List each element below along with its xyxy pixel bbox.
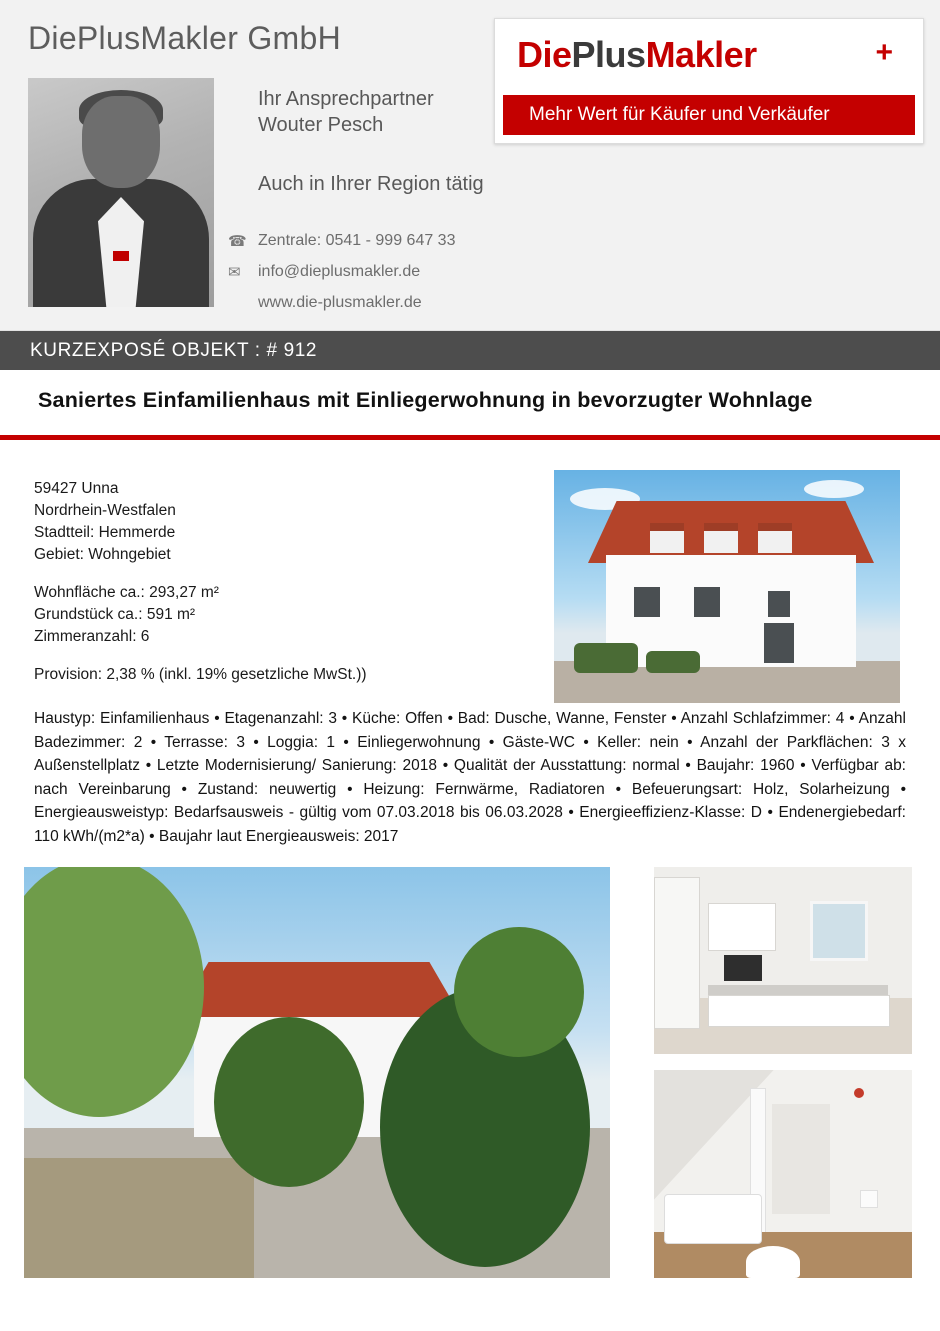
hero-dormer	[758, 523, 792, 553]
address-area: Gebiet: Wohngebiet	[34, 546, 171, 563]
company-name: DiePlusMakler GmbH	[28, 20, 342, 56]
contact-website[interactable]: www.die-plusmakler.de	[258, 294, 422, 311]
agent-photo-tie	[113, 251, 129, 261]
brand-part-makler: Makler	[645, 34, 757, 75]
exterior-lawn	[24, 1158, 254, 1278]
address-zip-city: 59427 Unna	[34, 480, 119, 497]
listing-title-block	[0, 370, 940, 423]
exterior-tree-middle	[214, 1017, 364, 1187]
kitchen-window	[810, 901, 868, 961]
kitchen-counter	[708, 985, 888, 995]
mail-icon: ✉	[228, 264, 241, 281]
bath-sink	[746, 1246, 800, 1278]
property-description: Haustyp: Einfamilienhaus • Etagenanzahl: 3 • Küche: Offen • Bad: Dusche, Wanne, Fenster • Anzahl Schlafzimmer: 4 • Anzahl Badezimmer: 2 • Terrasse: 3 • Loggia: 1 • Einliegerwohnung • Gäste-WC • Keller: nein • Anzahl der Parkflächen: 3 x Außenstellplatz • Letzte Modernisierung/ Sanierung: 2018 • Qualität der Ausstattung: normal • Baujahr: 1960 • Verfügbar ab: nach Vereinbarung • Zustand: neuwertig • Heizung: Fernwärme, Radiatoren • Befeuerungsart: Holz, Solarheizung • Energieausweistyp: Bedarfsausweis - gültig vom 07.03.2018 bis 06.03.2028 • Energieeffizienz-Klasse: D • Endenergiebedarf: 110 kWh/(m2*a) • Baujahr laut Energieausweis: 2017	[34, 710, 906, 845]
exterior-tree-right	[454, 927, 584, 1057]
metric-rooms: Zimmeranzahl: 6	[34, 628, 150, 645]
contact-phone-row	[228, 228, 455, 254]
facts-spacer-1	[34, 566, 367, 582]
hero-cloud	[804, 480, 864, 498]
bath-alarm-icon	[854, 1088, 864, 1098]
contact-details	[228, 228, 455, 321]
phone-icon: ☎	[228, 233, 247, 250]
hero-window	[768, 591, 790, 617]
bath-tub	[664, 1194, 762, 1244]
kitchen-lower-cabinet	[708, 995, 890, 1027]
agent-name: Wouter Pesch	[258, 114, 384, 136]
contact-person	[258, 86, 434, 138]
hero-window	[634, 587, 660, 617]
brand-logo	[494, 18, 924, 144]
contact-intro: Ihr Ansprechpartner	[258, 88, 434, 110]
contact-website-row[interactable]	[228, 290, 455, 316]
brand-tagline: Mehr Wert für Käufer und Verkäufer	[503, 95, 915, 135]
page-header	[0, 0, 940, 331]
address-state: Nordrhein-Westfalen	[34, 502, 176, 519]
brand-logo-title	[503, 26, 915, 76]
exterior-roof	[174, 962, 464, 1022]
contact-email-row[interactable]	[228, 259, 455, 285]
facts-list	[34, 478, 367, 686]
facts-spacer-2	[34, 648, 367, 664]
bath-shower	[772, 1104, 830, 1214]
contact-phone: Zentrale: 0541 - 999 647 33	[258, 232, 456, 249]
region-note: Auch in Ihrer Region tätig	[258, 173, 484, 195]
gallery-photo-bathroom	[654, 1070, 912, 1278]
metric-plot: Grundstück ca.: 591 m²	[34, 606, 196, 623]
bath-outlet	[860, 1190, 878, 1208]
facts-section	[0, 440, 940, 685]
page-title: Saniertes Einfamilienhaus mit Einliegerwohnung in bevorzugter Wohnlage	[38, 388, 813, 412]
brand-part-plus: Plus	[571, 34, 646, 75]
kitchen-oven	[724, 955, 762, 981]
brand-plus-icon: +	[875, 36, 893, 69]
kitchen-upper-cabinet	[708, 903, 776, 951]
gallery-photo-kitchen	[654, 867, 912, 1054]
brand-part-die: Die	[517, 34, 572, 75]
hero-window	[694, 587, 720, 617]
photo-gallery	[0, 867, 940, 1287]
contact-email[interactable]: info@dieplusmakler.de	[258, 263, 421, 280]
hero-hedge	[574, 643, 638, 673]
gallery-photo-exterior	[24, 867, 610, 1278]
hero-dormer	[704, 523, 738, 553]
agent-photo	[28, 78, 214, 307]
hero-dormer	[650, 523, 684, 553]
property-hero-photo	[554, 470, 900, 703]
kitchen-door	[654, 877, 700, 1029]
agent-photo-face	[82, 96, 160, 188]
address-district: Stadtteil: Hemmerde	[34, 524, 176, 541]
brand-logo-wordmark	[503, 26, 915, 96]
metric-living-space: Wohnfläche ca.: 293,27 m²	[34, 584, 219, 601]
hero-hedge	[646, 651, 700, 673]
commission: Provision: 2,38 % (inkl. 19% gesetzliche MwSt.))	[34, 666, 367, 683]
hero-door	[764, 623, 794, 663]
kurzexpose-bar: KURZEXPOSÉ OBJEKT : # 912	[0, 331, 940, 370]
